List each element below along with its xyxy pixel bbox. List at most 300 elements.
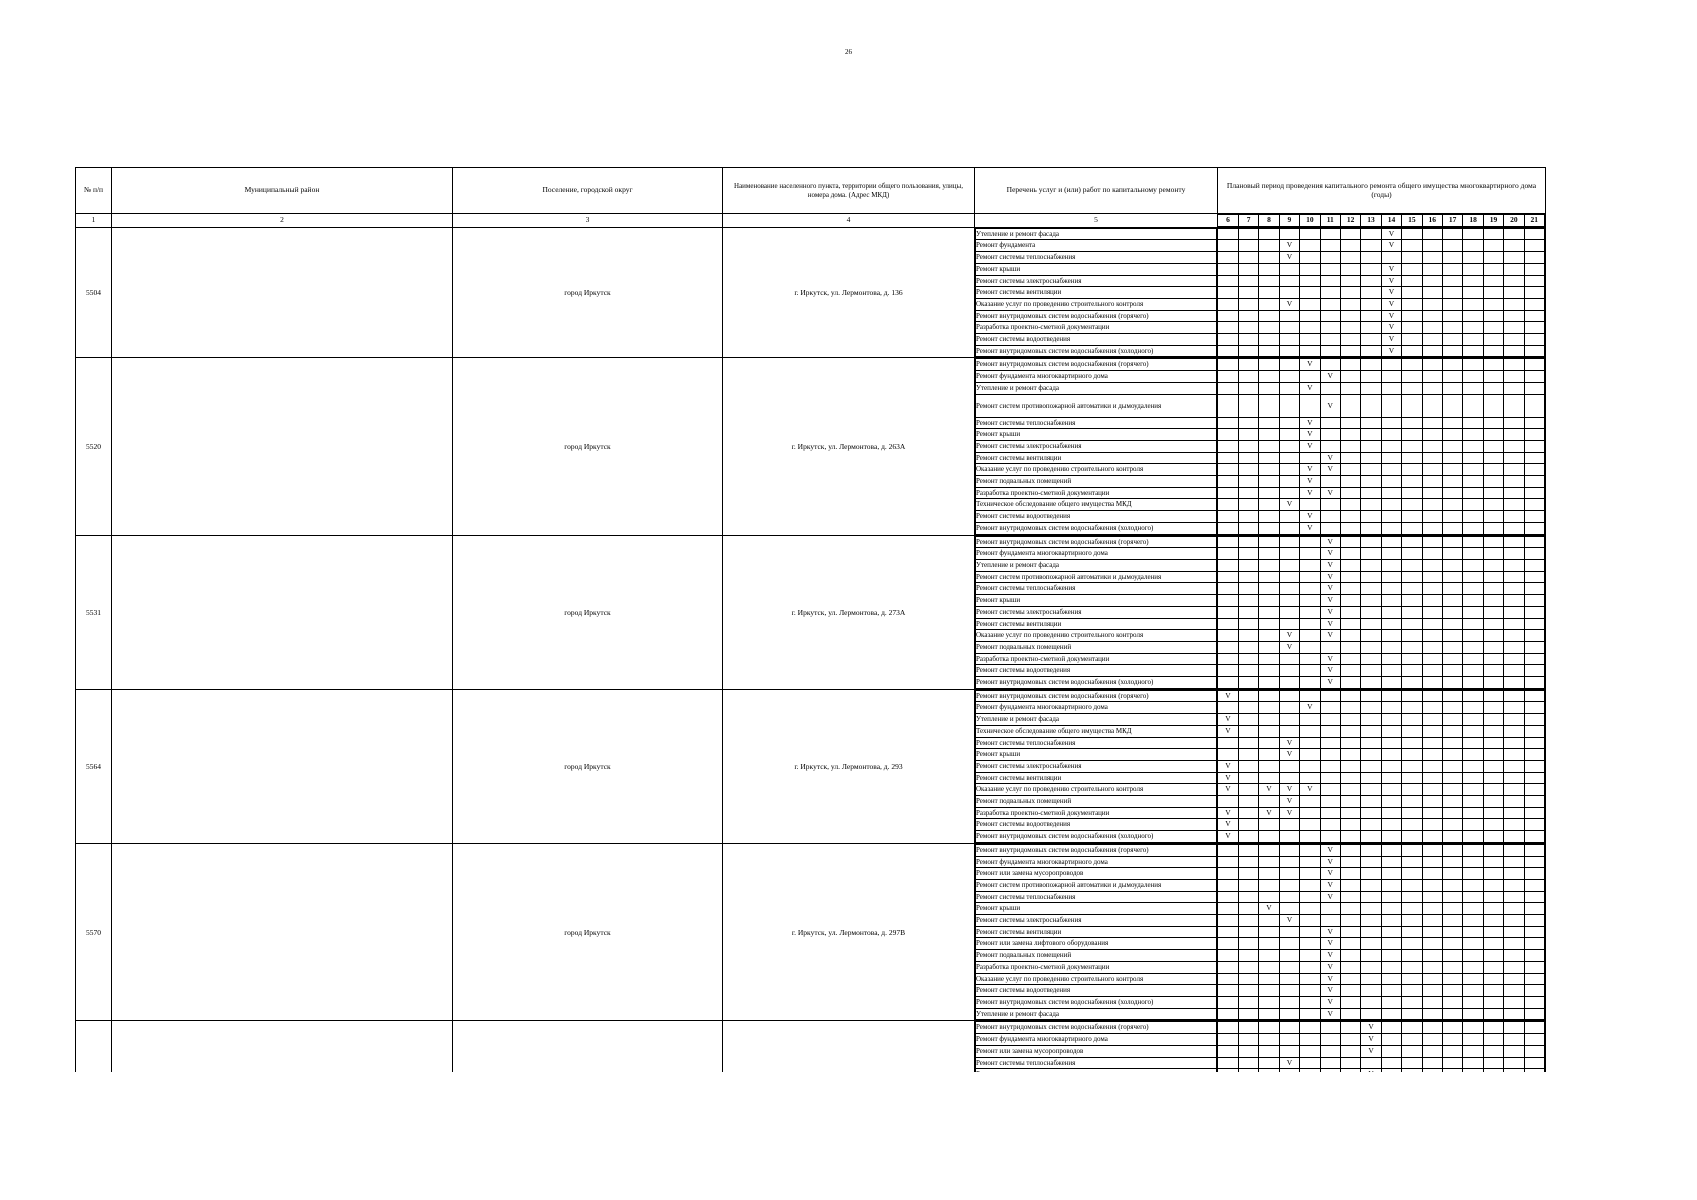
year-cell [1361,856,1381,868]
year-cell [1320,725,1340,737]
year-cell [1320,476,1340,488]
year-cell [1381,559,1401,571]
capital-repair-table [75,167,1546,1082]
year-cell [1381,997,1401,1009]
year-cell [1340,548,1360,560]
year-cell [1504,511,1524,523]
year-cell [1402,322,1422,334]
year-cell [1238,868,1258,880]
year-cell [1381,831,1401,843]
year-cell [1238,487,1258,499]
year-cell [1442,618,1462,630]
year-cell [1340,973,1360,985]
year-cell [1361,784,1381,796]
year-cell [1422,345,1442,357]
year-cell [1422,606,1442,618]
year-cell [1361,536,1381,548]
year-cell [1422,725,1442,737]
work-item: Ремонт системы электроснабжения [976,440,1217,452]
year-cell [1238,240,1258,252]
year-cell [1483,702,1503,714]
year-cell [1320,298,1340,310]
year-cell [1340,371,1360,383]
year-cell [1300,831,1320,843]
work-item: Ремонт фундамента [976,240,1217,252]
year-cell [1483,856,1503,868]
year-cell [1279,476,1299,488]
year-cell [1442,310,1462,322]
year-cell [1402,499,1422,511]
year-cell [1361,903,1381,915]
year-cell [1422,511,1442,523]
year-cell [1238,618,1258,630]
year-cell [1300,714,1320,726]
year-cell [1381,725,1401,737]
year-cell [1259,630,1279,642]
work-item: Оказание услуг по проведению строительного контроля [976,784,1217,796]
year-cell [1524,807,1544,819]
year-cell [1422,714,1442,726]
year-cell [1402,522,1422,534]
work-item: Ремонт внутридомовых систем водоснабжения (горячего) [976,359,1217,371]
year-cell [1340,903,1360,915]
year-cell [1504,831,1524,843]
year-cell [1340,819,1360,831]
year-cell [1300,973,1320,985]
year-cell [1259,868,1279,880]
year-cell [1463,677,1483,689]
year-cell [1422,429,1442,441]
year-cell [1381,464,1401,476]
year-cell [1320,784,1340,796]
year-cell [1524,583,1544,595]
year-cell [1422,1008,1442,1020]
year-cell [1259,511,1279,523]
year-cell [1361,263,1381,275]
year-cell [1442,630,1462,642]
year-cell [1279,1045,1299,1057]
year-cell [1361,831,1381,843]
year-cell [1524,571,1544,583]
year-cell [1402,796,1422,808]
year-cell [1238,1022,1258,1034]
year-cell [1320,310,1340,322]
year-cell [1238,298,1258,310]
year-cell [1238,310,1258,322]
year-cell [1442,915,1462,927]
works-list [975,843,1218,1021]
year-cell [1483,677,1503,689]
year-cell [1463,772,1483,784]
year-cell [1422,690,1442,702]
header-works: Перечень услуг и (или) работ по капитальному ремонту [975,168,1218,214]
year-cell [1463,868,1483,880]
year-cell [1483,1045,1503,1057]
year-cell [1442,452,1462,464]
year-cell [1402,536,1422,548]
year-cell [1218,961,1238,973]
year-cell [1524,985,1544,997]
year-cell [1402,938,1422,950]
year-cell [1524,760,1544,772]
year-cell [1279,879,1299,891]
year-mark: V [1320,464,1340,476]
year-cell [1218,938,1238,950]
municipal-district [112,843,453,1021]
year-cell [1300,749,1320,761]
year-cell [1300,263,1320,275]
year-cell [1524,522,1544,534]
year-cell [1504,653,1524,665]
year-mark: V [1300,417,1320,429]
year-cell [1524,796,1544,808]
year-cell [1259,737,1279,749]
year-mark: V [1381,263,1401,275]
year-mark: V [1320,844,1340,856]
year-cell [1238,737,1258,749]
year-cell [1402,298,1422,310]
year-cell [1259,677,1279,689]
year-cell [1320,252,1340,264]
year-mark: V [1381,287,1401,299]
work-item: Ремонт системы водоотведения [976,985,1217,997]
year-mark: V [1320,571,1340,583]
column-number: 2 [112,214,453,228]
year-cell [1442,903,1462,915]
year-cell [1259,275,1279,287]
year-cell [1524,417,1544,429]
year-mark: V [1218,807,1238,819]
year-cell [1422,595,1442,607]
year-cell [1361,298,1381,310]
year-cell [1504,961,1524,973]
year-cell [1402,263,1422,275]
year-cell [1524,630,1544,642]
work-item: Ремонт крыши [976,429,1217,441]
year-cell [1300,228,1320,240]
year-mark: V [1218,714,1238,726]
year-cell [1279,985,1299,997]
year-cell [1340,476,1360,488]
year-cell [1218,228,1238,240]
year-cell [1361,997,1381,1009]
year-cell [1402,950,1422,962]
year-cell [1361,334,1381,346]
work-item: Ремонт системы вентиляции [976,926,1217,938]
year-cell [1442,228,1462,240]
year-cell [1463,807,1483,819]
year-cell [1402,452,1422,464]
year-cell [1279,844,1299,856]
year-mark: V [1259,807,1279,819]
year-column-number: 15 [1402,215,1422,227]
year-cell [1442,263,1462,275]
year-cell [1442,879,1462,891]
year-cell [1381,382,1401,394]
year-cell [1218,595,1238,607]
year-cell [1463,511,1483,523]
house-address: г. Иркутск, ул. Лермонтова, д. 136 [723,227,975,358]
year-cell [1218,252,1238,264]
work-item: Разработка проектно-сметной документации [976,487,1217,499]
year-cell [1442,345,1462,357]
year-cell [1463,903,1483,915]
year-cell [1524,252,1544,264]
year-cell [1381,653,1401,665]
years-grid [1218,843,1546,1021]
year-mark: V [1381,298,1401,310]
year-cell [1442,749,1462,761]
year-cell [1524,665,1544,677]
year-cell [1381,1057,1401,1069]
year-cell [1483,511,1503,523]
year-cell [1259,263,1279,275]
year-cell [1259,997,1279,1009]
year-cell [1218,522,1238,534]
years-grid [1218,535,1546,689]
year-column-number: 20 [1504,215,1524,227]
work-item: Оказание услуг по проведению строительного контроля [976,464,1217,476]
year-cell [1218,702,1238,714]
year-cell [1340,749,1360,761]
year-cell [1463,926,1483,938]
year-cell [1422,1045,1442,1057]
year-cell [1279,228,1299,240]
year-cell [1524,844,1544,856]
year-cell [1442,784,1462,796]
year-cell [1422,653,1442,665]
house-row [76,227,1546,358]
year-mark: V [1300,476,1320,488]
settlement: город Иркутск [453,358,723,535]
year-cell [1300,653,1320,665]
year-cell [1504,891,1524,903]
year-cell [1463,452,1483,464]
column-number: 3 [453,214,723,228]
year-cell [1279,997,1299,1009]
year-cell [1463,796,1483,808]
year-mark: V [1300,702,1320,714]
year-cell [1259,359,1279,371]
year-cell [1402,891,1422,903]
year-mark: V [1279,252,1299,264]
year-cell [1300,819,1320,831]
year-cell [1463,559,1483,571]
year-cell [1259,690,1279,702]
year-cell [1279,511,1299,523]
work-item: Ремонт системы вентиляции [976,618,1217,630]
year-cell [1218,606,1238,618]
header-address: Наименование населенного пункта, территории общего пользования, улицы, номера дома. (Адрес МКД) [723,168,975,214]
year-cell [1381,595,1401,607]
year-mark: V [1361,1034,1381,1046]
year-cell [1402,345,1422,357]
year-cell [1218,487,1238,499]
year-cell [1483,973,1503,985]
year-cell [1259,536,1279,548]
year-cell [1483,1034,1503,1046]
year-cell [1340,298,1360,310]
year-cell [1361,950,1381,962]
year-cell [1422,287,1442,299]
year-cell [1422,476,1442,488]
year-cell [1340,1045,1360,1057]
work-item: Ремонт системы теплоснабжения [976,583,1217,595]
year-cell [1218,275,1238,287]
year-cell [1483,879,1503,891]
year-cell [1422,240,1442,252]
year-cell [1300,334,1320,346]
year-cell [1361,665,1381,677]
year-cell [1402,240,1422,252]
year-cell [1340,1008,1360,1020]
year-cell [1463,548,1483,560]
year-cell [1504,417,1524,429]
year-cell [1238,559,1258,571]
year-cell [1504,938,1524,950]
year-cell [1218,499,1238,511]
year-cell [1442,571,1462,583]
year-cell [1442,760,1462,772]
year-cell [1381,571,1401,583]
year-cell [1300,844,1320,856]
year-cell [1218,844,1238,856]
year-cell [1340,630,1360,642]
year-cell [1442,371,1462,383]
year-mark: V [1300,359,1320,371]
year-cell [1279,725,1299,737]
year-cell [1463,737,1483,749]
year-cell [1361,571,1381,583]
house-row [76,843,1546,1021]
work-item: Ремонт или замена лифтового оборудования [976,938,1217,950]
year-cell [1442,417,1462,429]
year-cell [1504,1034,1524,1046]
year-cell [1442,606,1462,618]
year-cell [1238,973,1258,985]
year-cell [1422,844,1442,856]
year-cell [1361,417,1381,429]
year-cell [1524,595,1544,607]
year-cell [1483,796,1503,808]
year-cell [1320,287,1340,299]
year-cell [1381,714,1401,726]
year-cell [1259,1045,1279,1057]
year-cell [1422,487,1442,499]
year-cell [1463,973,1483,985]
year-cell [1442,476,1462,488]
year-cell [1218,630,1238,642]
year-cell [1238,522,1258,534]
year-cell [1279,287,1299,299]
year-cell [1463,359,1483,371]
year-mark: V [1320,961,1340,973]
year-cell [1504,985,1524,997]
year-cell [1300,1045,1320,1057]
year-cell [1483,641,1503,653]
year-cell [1402,903,1422,915]
year-cell [1463,499,1483,511]
year-cell [1442,653,1462,665]
year-cell [1218,618,1238,630]
year-cell [1238,452,1258,464]
year-cell [1340,571,1360,583]
year-cell [1442,690,1462,702]
year-cell [1340,559,1360,571]
year-cell [1340,429,1360,441]
year-cell [1381,548,1401,560]
year-cell [1422,310,1442,322]
year-cell [1259,760,1279,772]
year-cell [1463,228,1483,240]
year-cell [1483,844,1503,856]
year-cell [1320,417,1340,429]
year-cell [1320,522,1340,534]
year-cell [1381,819,1401,831]
year-cell [1279,394,1299,417]
year-cell [1320,440,1340,452]
year-cell [1259,394,1279,417]
year-cell [1279,382,1299,394]
year-cell [1442,275,1462,287]
year-cell [1259,950,1279,962]
year-cell [1463,915,1483,927]
year-cell [1361,926,1381,938]
year-cell [1483,499,1503,511]
year-cell [1259,571,1279,583]
work-item: Ремонт подвальных помещений [976,796,1217,808]
year-cell [1361,772,1381,784]
year-cell [1218,452,1238,464]
year-cell [1422,926,1442,938]
year-cell [1259,417,1279,429]
year-mark: V [1218,831,1238,843]
year-cell [1504,571,1524,583]
year-cell [1279,973,1299,985]
year-cell [1524,1034,1544,1046]
year-cell [1361,499,1381,511]
year-cell [1238,985,1258,997]
year-cell [1259,310,1279,322]
year-cell [1381,522,1401,534]
year-cell [1483,429,1503,441]
year-cell [1361,641,1381,653]
year-cell [1483,1022,1503,1034]
year-cell [1463,583,1483,595]
year-cell [1218,559,1238,571]
year-cell [1300,915,1320,927]
year-cell [1361,985,1381,997]
year-cell [1218,926,1238,938]
year-cell [1402,714,1422,726]
year-mark: V [1320,606,1340,618]
year-cell [1402,1034,1422,1046]
year-cell [1300,879,1320,891]
year-cell [1238,1057,1258,1069]
year-cell [1402,725,1422,737]
year-cell [1524,298,1544,310]
year-cell [1381,690,1401,702]
year-cell [1524,725,1544,737]
year-cell [1238,1008,1258,1020]
work-item: Ремонт крыши [976,595,1217,607]
year-cell [1483,275,1503,287]
work-item: Ремонт внутридомовых систем водоснабжения (горячего) [976,844,1217,856]
year-cell [1524,749,1544,761]
year-cell [1463,819,1483,831]
year-column-number: 14 [1381,215,1401,227]
year-cell [1300,275,1320,287]
